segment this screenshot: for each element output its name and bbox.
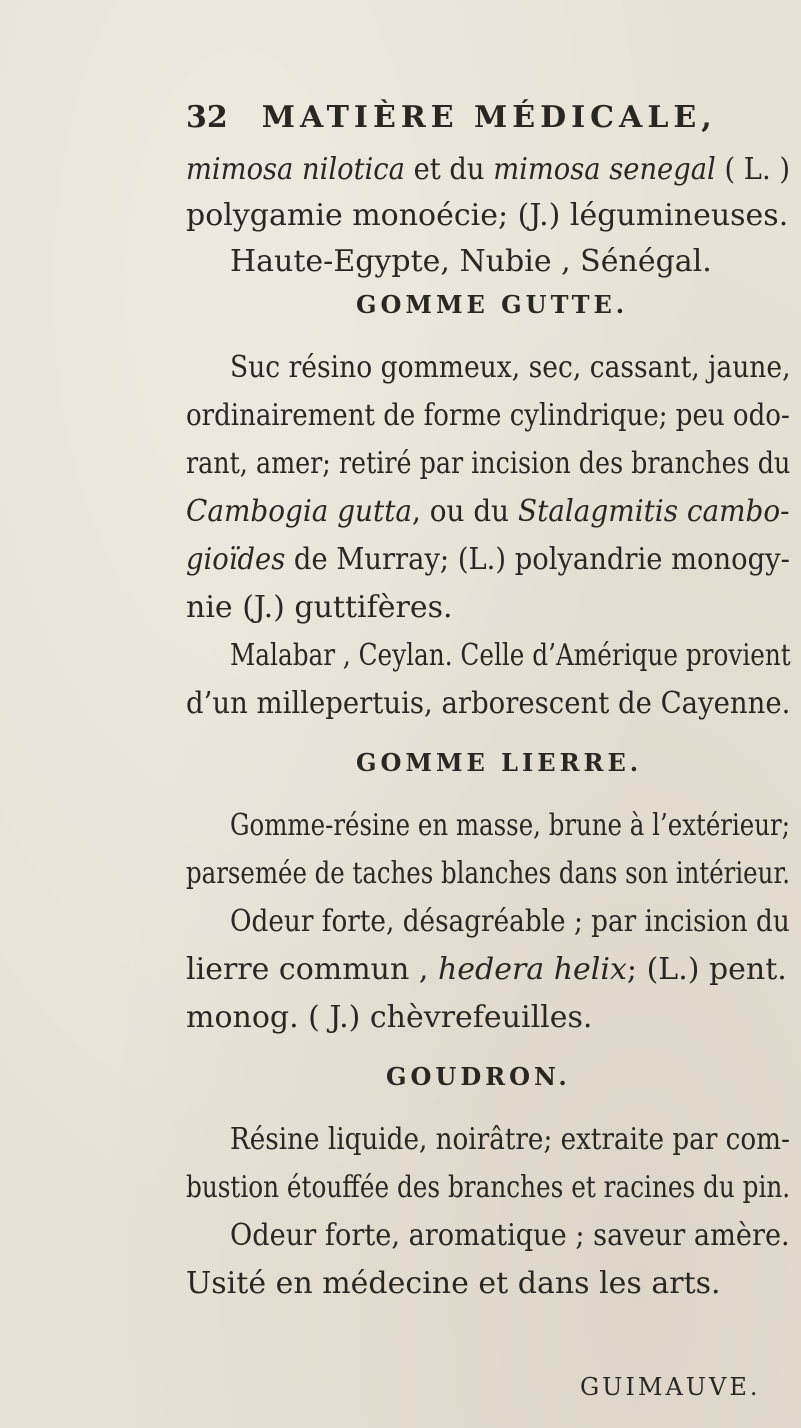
- paragraph-line: Usité en médecine et dans les arts.: [186, 1266, 721, 1301]
- running-title: MATIÈRE MÉDICALE,: [261, 100, 717, 135]
- text-span: ( L. ): [715, 152, 790, 187]
- paragraph-line: monog. ( J.) chèvrefeuilles.: [186, 1000, 593, 1035]
- section-title-goudron: GOUDRON.: [386, 1062, 571, 1091]
- paragraph-line: nie (J.) guttifères.: [186, 590, 453, 625]
- section-title-gomme-gutte: GOMME GUTTE.: [356, 290, 629, 319]
- text-span: , ou du: [412, 494, 518, 529]
- species-name: hedera helix: [437, 952, 627, 987]
- intro-line-3: Haute-Egypte, Nubie , Sénégal.: [230, 244, 712, 279]
- paragraph-line: rant, amer; retiré par incision des branches du: [186, 446, 791, 481]
- text-span: et du: [404, 152, 494, 187]
- paragraph-line: Résine liquide, noirâtre; extraite par com-: [230, 1122, 790, 1157]
- section-title-gomme-lierre: GOMME LIERRE.: [356, 748, 643, 777]
- paragraph-line: [186, 950, 787, 990]
- paragraph-line: Odeur forte, désagréable ; par incision du: [230, 904, 790, 939]
- species-name: Stalagmitis cambo-: [517, 494, 790, 529]
- species-name: gioïdes: [186, 542, 286, 577]
- text-span: de Murray; (L.) polyandrie monogy-: [285, 542, 790, 577]
- species-name: mimosa senegal: [493, 152, 716, 187]
- paragraph-line: [186, 540, 790, 580]
- text-span: lierre commun ,: [186, 952, 438, 987]
- page-number: 32: [186, 100, 228, 135]
- paragraph-line: Odeur forte, aromatique ; saveur amère.: [230, 1218, 790, 1253]
- species-name: mimosa nilotica: [186, 152, 405, 187]
- paragraph-line: [186, 492, 790, 532]
- paragraph-line: Gomme-résine en masse, brune à l’extérieur;: [230, 808, 790, 843]
- species-name: Cambogia gutta: [186, 494, 413, 529]
- text-span: ; (L.) pent.: [626, 952, 787, 987]
- paragraph-line: Malabar , Ceylan. Celle d’Amérique provient: [230, 638, 791, 673]
- catchword: GUIMAUVE.: [580, 1373, 761, 1401]
- paragraph-line: Suc résino gommeux, sec, cassant, jaune,: [230, 350, 791, 385]
- paragraph-line: ordinairement de forme cylindrique; peu odo-: [186, 398, 790, 433]
- paragraph-line: parsemée de taches blanches dans son intérieur.: [186, 856, 791, 891]
- paragraph-line: d’un millepertuis, arborescent de Cayenne.: [186, 686, 791, 721]
- paragraph-line: bustion étouffée des branches et racines du pin.: [186, 1170, 791, 1205]
- intro-line-2: polygamie monoécie; (J.) légumineuses.: [186, 198, 789, 233]
- intro-line-1: [186, 150, 790, 190]
- running-header: [186, 98, 717, 138]
